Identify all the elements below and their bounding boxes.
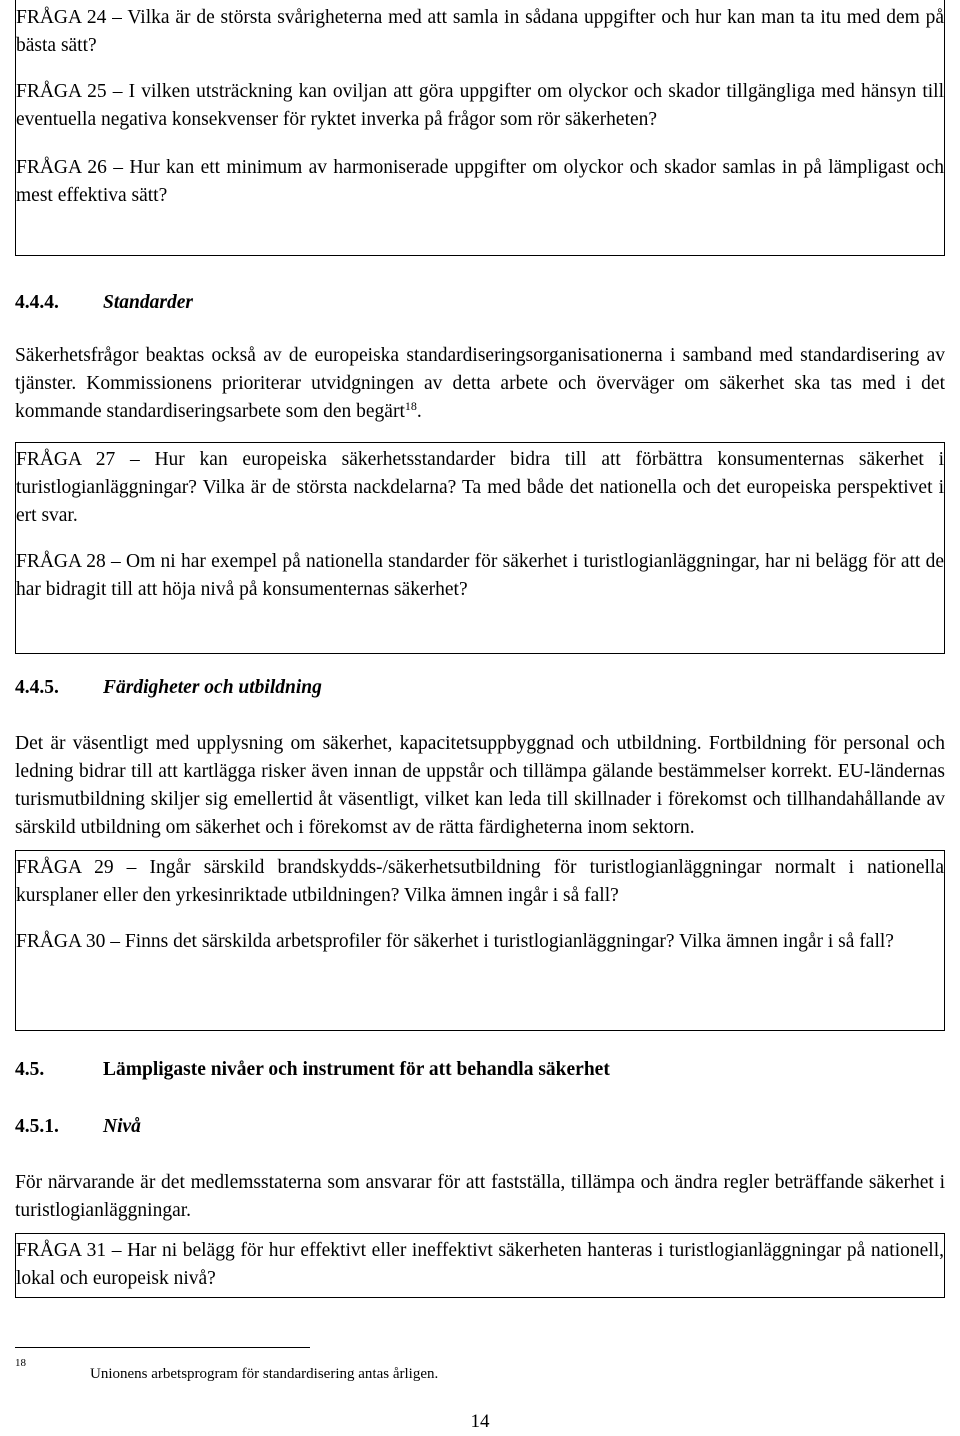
section-title: Lämpligaste nivåer och instrument för att behandla säkerhet bbox=[103, 1059, 610, 1080]
paragraph-standards-text: Säkerhetsfrågor beaktas också av de europeiska standardiseringsorganisationerna i samband med standardisering av tjänster. Kommissionens prioriterar utvidgningen av detta arbete och överväger om säkerhet ska tas med i det kommande standardiseringsarbete som den begärt bbox=[15, 345, 945, 422]
question-25: FRÅGA 25 – I vilken utsträckning kan oviljan att göra uppgifter om olyckor och skador tillgängliga med hänsyn till eventuella negativa konsekvenser för ryktet inverka på frågor som rör säkerheten? bbox=[16, 81, 944, 130]
section-heading-4-5 bbox=[15, 1056, 945, 1084]
question-30: FRÅGA 30 – Finns det särskilda arbetsprofiler för säkerhet i turistlogianläggningar? Vilka ämnen ingår i så fall? bbox=[16, 931, 894, 952]
question-28: FRÅGA 28 – Om ni har exempel på nationella standarder för säkerhet i turistlogianläggningar, har ni belägg för att de har bidragit till att höja nivå på konsumenternas säkerhet? bbox=[16, 551, 944, 600]
question-31: FRÅGA 31 – Har ni belägg för hur effektivt eller ineffektivt säkerheten hanteras i turistlogianläggningar på nationell, lokal och europeisk nivå? bbox=[16, 1240, 944, 1289]
section-number: 4.4.4. bbox=[15, 292, 59, 313]
section-title: Nivå bbox=[103, 1116, 141, 1137]
footnote-separator bbox=[15, 1347, 310, 1348]
question-27: FRÅGA 27 – Hur kan europeiska säkerhetsstandarder bidra till att förbättra konsumenternas säkerhet i turistlogianläggningar? Vilka är de största nackdelarna? Ta med både det nationella och det europeiska perspektivet i ert svar. bbox=[16, 449, 944, 526]
section-heading-4-4-4 bbox=[15, 289, 945, 317]
question-29: FRÅGA 29 – Ingår särskild brandskydds-/säkerhetsutbildning för turistlogianläggningar normalt i nationella kursplaner eller den yrkesinriktade utbildningen? Vilka ämnen ingår i så fall? bbox=[16, 857, 944, 906]
page-number: 14 bbox=[470, 1411, 490, 1432]
question-box-29-30 bbox=[15, 850, 945, 1031]
footnote-reference: 18 bbox=[404, 399, 417, 413]
section-number: 4.4.5. bbox=[15, 677, 59, 698]
section-number: 4.5.1. bbox=[15, 1116, 59, 1137]
paragraph-standards: Säkerhetsfrågor beaktas också av de europeiska standardiseringsorganisationerna i samband med standardisering av tjänster. Kommissionens prioriterar utvidgningen av detta arbete och överväger om säkerhet ska tas med i det kommande standardiseringsarbete som den begärt$^{18}$. bbox=[15, 345, 945, 422]
section-title: Färdigheter och utbildning bbox=[103, 677, 322, 698]
paragraph-skills: Det är väsentligt med upplysning om säkerhet, kapacitetsuppbyggnad och utbildning. Fortbildning för personal och ledning bidrar till att kartlägga risker även innan de uppstår och tillämpa gälande bestämmelser korrekt. EU-ländernas turismutbildning skiljer sig emellertid åt väsentligt, vilket kan leda till skillnader i förekomst och tillhandahållande av särskild utbildning om säkerhet och i förekomst av de rätta färdigheterna inom sektorn. bbox=[15, 733, 945, 838]
question-box-24-26 bbox=[15, 0, 945, 256]
question-box-27-28 bbox=[15, 442, 945, 654]
document-page bbox=[15, 0, 945, 1298]
section-heading-4-5-1 bbox=[15, 1113, 945, 1141]
footnote-text: Unionens arbetsprogram för standardisering antas årligen. bbox=[90, 1366, 439, 1382]
question-26: FRÅGA 26 – Hur kan ett minimum av harmoniserade uppgifter om olyckor och skador samlas in på lämpligast och mest effektiva sätt? bbox=[16, 157, 944, 206]
section-title: Standarder bbox=[103, 292, 193, 313]
section-heading-4-4-5 bbox=[15, 674, 945, 702]
question-24: FRÅGA 24 – Vilka är de största svårigheterna med att samla in sådana uppgifter och hur kan man ta itu med dem på bästa sätt? bbox=[16, 7, 944, 56]
paragraph-level: För närvarande är det medlemsstaterna som ansvarar för att fastställa, tillämpa och ändra regler beträffande säkerhet i turistlogianläggningar. bbox=[15, 1172, 945, 1221]
footnote-mark: 18 bbox=[15, 1357, 26, 1369]
section-number: 4.5. bbox=[15, 1059, 45, 1080]
question-box-31 bbox=[15, 1233, 945, 1298]
